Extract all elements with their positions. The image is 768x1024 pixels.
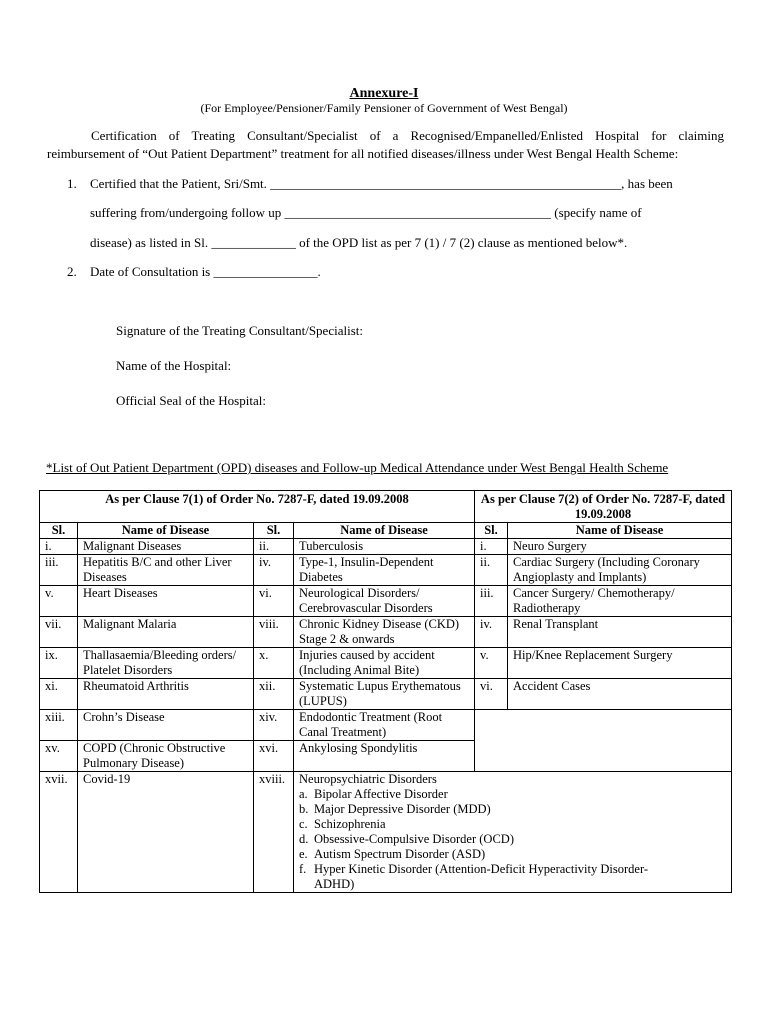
col-sl-header: Sl. [475, 523, 508, 539]
page-subtitle: (For Employee/Pensioner/Family Pensioner of Government of West Bengal) [200, 101, 568, 115]
disease-cell: Renal Transplant [508, 617, 732, 648]
disease-cell: Systematic Lupus Erythematous (LUPUS) [294, 679, 475, 710]
list-item [299, 862, 726, 892]
sl-cell: vi. [254, 586, 294, 617]
list-item [299, 847, 726, 862]
sl-cell: viii. [254, 617, 294, 648]
item-1-line-1: Certified that the Patient, Sri/Smt. ______________________________________________________, has been [90, 176, 673, 191]
table-row [40, 555, 732, 586]
list-marker: e. [299, 847, 308, 861]
sl-cell: xvi. [254, 741, 294, 772]
sl-cell: vii. [40, 617, 78, 648]
opd-disease-table [39, 490, 732, 893]
col-name-header: Name of Disease [294, 523, 475, 539]
sl-cell: ix. [40, 648, 78, 679]
disease-cell: Injuries caused by accident (Including Animal Bite) [294, 648, 475, 679]
disease-cell: Type-1, Insulin-Dependent Diabetes [294, 555, 475, 586]
sl-cell: iv. [475, 617, 508, 648]
table-row [40, 772, 732, 893]
disease-cell: COPD (Chronic Obstructive Pulmonary Disease) [78, 741, 254, 772]
disease-cell: Tuberculosis [294, 539, 475, 555]
disease-cell: Hip/Knee Replacement Surgery [508, 648, 732, 679]
list-marker: c. [299, 817, 308, 831]
disease-cell: Accident Cases [508, 679, 732, 710]
col-sl-header: Sl. [254, 523, 294, 539]
sl-cell: xii. [254, 679, 294, 710]
list-marker: b. [299, 802, 309, 816]
opd-list-title: *List of Out Patient Department (OPD) diseases and Follow-up Medical Attendance under West Bengal Health Scheme [46, 460, 669, 475]
disease-cell: Cancer Surgery/ Chemotherapy/ Radiotherapy [508, 586, 732, 617]
sl-cell: iii. [475, 586, 508, 617]
table-header-row [40, 491, 732, 523]
consultation-date-line: Date of Consultation is ________________. [90, 264, 321, 279]
sl-cell: xvii. [40, 772, 78, 893]
disease-cell: Neuro Surgery [508, 539, 732, 555]
list-item [299, 817, 726, 832]
list-item [299, 787, 726, 802]
list-item-text: Obsessive-Compulsive Disorder (OCD) [314, 832, 514, 846]
clause-7-2-header: As per Clause 7(2) of Order No. 7287-F, dated 19.09.2008 [475, 491, 732, 523]
disease-cell: Endodontic Treatment (Root Canal Treatment) [294, 710, 475, 741]
table-row [40, 710, 732, 741]
table-row [40, 586, 732, 617]
table-row [40, 539, 732, 555]
disease-cell: Hepatitis B/C and other Liver Diseases [78, 555, 254, 586]
list-item-text: Bipolar Affective Disorder [314, 787, 448, 801]
disease-cell: Heart Diseases [78, 586, 254, 617]
list-item-text: Autism Spectrum Disorder (ASD) [314, 847, 486, 861]
list-marker: d. [299, 832, 309, 846]
sl-cell: xiii. [40, 710, 78, 741]
disease-cell: Rheumatoid Arthritis [78, 679, 254, 710]
item-1-line-3: disease) as listed in Sl. _____________ of the OPD list as per 7 (1) / 7 (2) clause as mentioned below*. [90, 235, 628, 250]
sl-cell: v. [40, 586, 78, 617]
item-1-line-2: suffering from/undergoing follow up _________________________________________ (specify name of [90, 205, 642, 220]
disease-cell: Crohn’s Disease [78, 710, 254, 741]
sl-cell: xi. [40, 679, 78, 710]
table-row [40, 679, 732, 710]
hospital-seal-label: Official Seal of the Hospital: [116, 393, 266, 408]
disease-cell: Neurological Disorders/ Cerebrovascular Disorders [294, 586, 475, 617]
disease-cell: Chronic Kidney Disease (CKD) Stage 2 & onwards [294, 617, 475, 648]
disease-cell: Neuropsychiatric Disorders [299, 772, 437, 786]
table-column-header-row [40, 523, 732, 539]
sl-cell: xv. [40, 741, 78, 772]
page-title: Annexure-I [349, 86, 419, 101]
list-marker: f. [299, 862, 307, 876]
sl-cell: i. [475, 539, 508, 555]
disease-cell: Cardiac Surgery (Including Coronary Angioplasty and Implants) [508, 555, 732, 586]
list-item [299, 802, 726, 817]
item-number-1: 1. [67, 176, 77, 191]
neuropsychiatric-cell [294, 772, 732, 893]
table-row [40, 617, 732, 648]
intro-paragraph: Certification of Treating Consultant/Specialist of a Recognised/Empanelled/Enlisted Hospital for claiming reimbursement of “Out Patient Department” treatment for all notified diseases/illness under West Bengal Health Scheme: [47, 128, 724, 161]
table-row [40, 648, 732, 679]
sl-cell: i. [40, 539, 78, 555]
list-marker: a. [299, 787, 308, 801]
disease-cell: Malignant Diseases [78, 539, 254, 555]
sl-cell: xviii. [254, 772, 294, 893]
list-item-text: Hyper Kinetic Disorder (Attention-Deficit Hyperactivity Disorder-ADHD) [314, 862, 649, 891]
list-item-text: Major Depressive Disorder (MDD) [314, 802, 491, 816]
disease-cell: Covid-19 [78, 772, 254, 893]
item-number-2: 2. [67, 264, 77, 279]
sl-cell: ii. [254, 539, 294, 555]
consultant-signature-label: Signature of the Treating Consultant/Specialist: [116, 323, 363, 338]
list-item-text: Schizophrenia [314, 817, 386, 831]
disease-cell: Thallasaemia/Bleeding orders/ Platelet Disorders [78, 648, 254, 679]
list-item [299, 832, 726, 847]
sl-cell: vi. [475, 679, 508, 710]
hospital-name-label: Name of the Hospital: [116, 358, 232, 373]
sl-cell: iv. [254, 555, 294, 586]
col-sl-header: Sl. [40, 523, 78, 539]
neuropsychiatric-sublist [299, 787, 726, 892]
sl-cell: iii. [40, 555, 78, 586]
col-name-header: Name of Disease [78, 523, 254, 539]
empty-cell [475, 710, 732, 772]
sl-cell: x. [254, 648, 294, 679]
col-name-header: Name of Disease [508, 523, 732, 539]
disease-cell: Ankylosing Spondylitis [294, 741, 475, 772]
disease-cell: Malignant Malaria [78, 617, 254, 648]
sl-cell: v. [475, 648, 508, 679]
sl-cell: ii. [475, 555, 508, 586]
sl-cell: xiv. [254, 710, 294, 741]
clause-7-1-header: As per Clause 7(1) of Order No. 7287-F, dated 19.09.2008 [40, 491, 475, 523]
